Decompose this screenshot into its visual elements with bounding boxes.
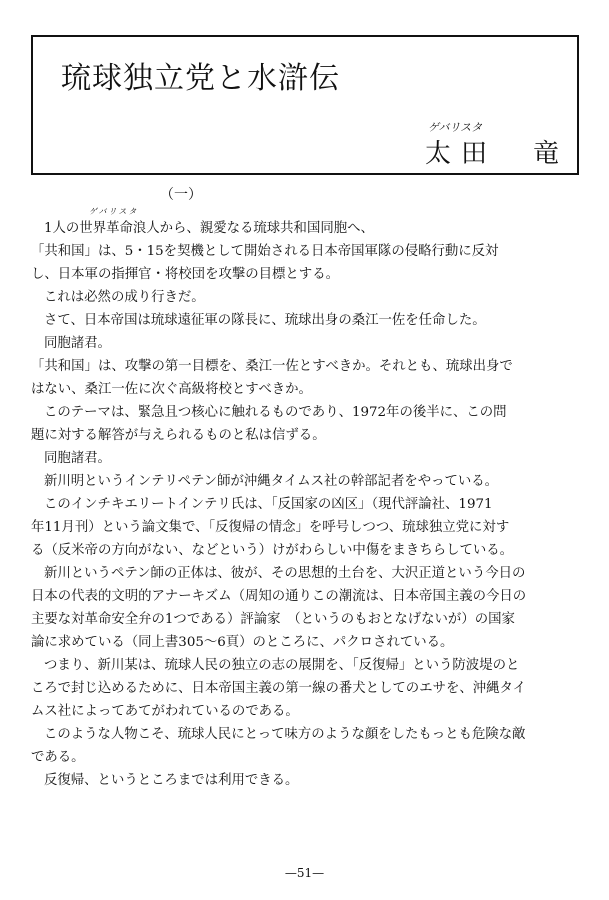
paragraph-line: このテーマは、緊急且つ核心に触れるものであり、1972年の後半に、この問	[44, 405, 507, 420]
author-ruby: ゲバリスタ	[428, 121, 483, 134]
paragraph-line: このインチキエリートインテリ氏は、「反国家の凶区」（現代評論社、1971	[44, 497, 493, 512]
paragraph-line: 「共和国」は、5・15を契機として開始される日本帝国軍隊の侵略行動に反対	[31, 244, 499, 259]
paragraph-line: 題に対する解答が与えられるものと私は信ずる。	[31, 428, 326, 443]
paragraph-line: である。	[31, 750, 85, 765]
article-title: 琉球独立党と水滸伝	[61, 61, 340, 96]
paragraph-line: 1人の世界革命浪人から、親愛なる琉球共和国同胞へ、	[44, 221, 374, 236]
paragraph-line: 主要な対革命安全弁の1つである）評論家 （というのもおとなげないが）の国家	[31, 612, 515, 627]
paragraph-line: 反復帰、というところまでは利用できる。	[44, 773, 299, 788]
paragraph-line: さて、日本帝国は琉球遠征軍の隊長に、琉球出身の桑江一佐を任命した。	[44, 313, 486, 328]
paragraph-line: 新川明というインテリペテン師が沖縄タイムス社の幹部記者をやっている。	[44, 474, 499, 489]
paragraph-line: し、日本軍の指揮官・将校団を攻撃の目標とする。	[31, 267, 339, 282]
paragraph-line: 論に求めている（同上書305〜6頁）のところに、パクロされている。	[31, 635, 454, 650]
page-number: —51—	[284, 866, 325, 880]
paragraph-line: 年11月刊）という論文集で、「反復帰の情念」を呼号しつつ、琉球独立党に対す	[31, 520, 510, 535]
section-marker: （一）	[160, 187, 202, 203]
paragraph-line: ムス社によってあてがわれているのである。	[31, 704, 299, 719]
paragraph-line: ころで封じ込めるために、日本帝国主義の第一線の番犬としてのエサを、沖縄タイ	[31, 681, 527, 696]
ruby-annotation-line	[31, 207, 586, 217]
paragraph-line: 新川というペテン師の正体は、彼が、その思想的土台を、大沢正道という今日の	[44, 566, 526, 581]
paragraph-line: 「共和国」は、攻撃の第一目標を、桑江一佐とすべきか。それとも、琉球出身で	[31, 359, 513, 374]
paragraph-line: はない、桑江一佐に次ぐ高級将校とすべきか。	[31, 382, 312, 397]
author-name: 太田 竜	[425, 139, 570, 169]
ruby-annotation: ゲバリスタ	[89, 207, 139, 216]
paragraph-line: これは必然の成り行きだ。	[44, 290, 205, 305]
paragraph-line: る（反米帝の方向がない、などという）けがわらしい中傷をまきちらしている。	[31, 543, 514, 558]
paragraph-line: 同胞諸君。	[44, 451, 111, 466]
paragraph-line: 日本の代表的文明的アナーキズム（周知の通りこの潮流は、日本帝国主義の今日の	[31, 589, 527, 604]
title-box	[31, 35, 579, 175]
paragraph-line: このような人物こそ、琉球人民にとって味方のような顔をしたもっとも危険な敵	[44, 727, 526, 742]
paragraph-line: 同胞諸君。	[44, 336, 111, 351]
paragraph-line: つまり、新川某は、琉球人民の独立の志の展開を、「反復帰」という防波堤のと	[44, 658, 520, 673]
article-body	[31, 207, 586, 792]
